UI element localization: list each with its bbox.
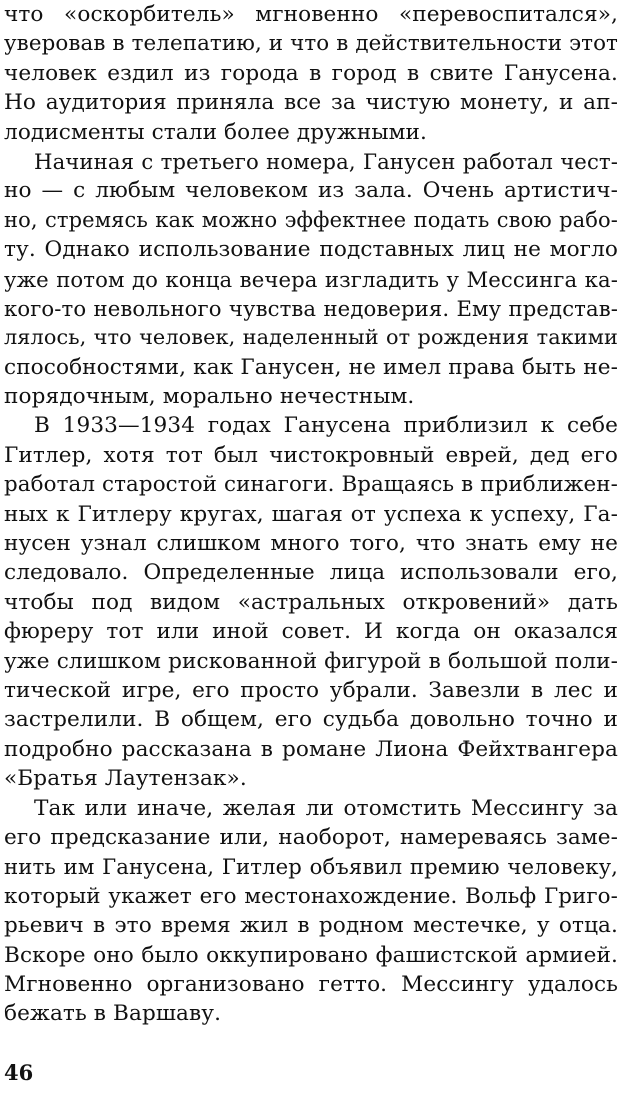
text-line: человек ездил из города в город в свите Ганусена. [4,60,618,86]
text-line: уже потом до конца вечера изгладить у Мессинга ка- [4,266,618,292]
text-line: Вскоре оно было оккупировано фашистской армией. [4,942,618,968]
paragraph-3 [4,411,618,793]
text-line: В 1933—1934 годах Ганусена приблизил к себе [34,413,618,439]
text-line: Но аудитория приняла все за чистую монету, и ап- [4,90,618,116]
text-line: следовало. Определенные лица использовали его, [4,560,618,586]
text-line: лялось, что человек, наделенный от рождения такими [4,325,618,350]
text-line: ту. Однако использование подставных лиц не могло [4,237,618,263]
text-line: Гитлер, хотя тот был чистокровный еврей, дед его [4,442,618,468]
text-line: способностями, как Ганусен, не имел права быть не- [4,354,618,380]
text-line: кого-то невольного чувства недоверия. Ему представ- [4,295,618,321]
text-line: который укажет его местонахождение. Вольф Григо- [4,883,618,909]
text-line: фюреру тот или иной совет. И когда он оказался [4,619,618,645]
text-line: подробно рассказана в романе Лиона Фейхтвангера [4,736,618,762]
text-line: застрелили. В общем, его судьба довольно точно и [4,707,618,733]
text-line: рьевич в это время жил в родном местечке, у отца. [4,913,618,939]
paragraph-2 [4,147,618,412]
text-line: тической игре, его просто убрали. Завезли в лес и [4,677,618,703]
text-line: уже слишком рискованной фигурой в большой поли- [4,648,618,674]
page-text [4,0,618,1029]
text-line: уверовав в телепатию, и что в действительности этот [4,31,618,57]
text-line: работал старостой синагоги. Вращаясь в приближен- [4,472,618,498]
text-line: нусен узнал слишком много того, что знать ему не [4,531,618,557]
page-number: 46 [4,1060,34,1085]
text-line: его предсказание или, наоборот, намереваясь заме- [4,824,618,850]
text-line: Начиная с третьего номера, Ганусен работал чест- [34,148,618,174]
text-line: Мгновенно организовано гетто. Мессингу удалось [4,971,618,997]
text-line: порядочным, морально нечестным. [4,384,415,410]
text-line: что «оскорбитель» мгновенно «перевоспитался», [4,2,618,27]
text-line: «Братья Лаутензак». [4,766,247,792]
text-line: лодисменты стали более дружными. [4,119,428,145]
text-line: нить им Ганусена, Гитлер объявил премию человеку, [4,854,618,880]
paragraph-1 [4,0,618,147]
text-line: бежать в Варшаву. [4,1001,222,1027]
text-line: Так или иначе, желая ли отомстить Мессингу за [34,795,618,821]
text-line: но, стремясь как можно эффектнее подать свою рабо- [4,207,618,232]
text-line: но — с любым человеком из зала. Очень артистич- [4,178,618,204]
text-line: ных к Гитлеру кругах, шагая от успеха к успеху, Га- [4,501,618,527]
text-line: чтобы под видом «астральных откровений» дать [4,589,618,615]
paragraph-4 [4,794,618,1029]
